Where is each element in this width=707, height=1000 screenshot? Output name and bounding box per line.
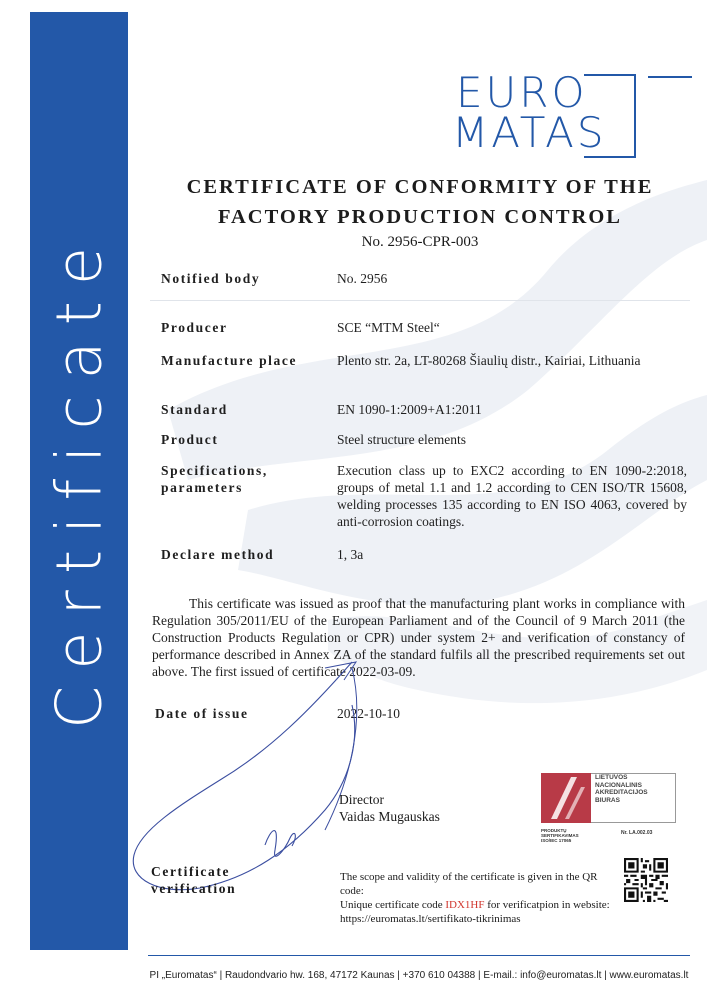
certificate-number: No. 2956-CPR-003: [361, 234, 479, 250]
verification-label-line-2: verification: [151, 881, 237, 896]
signatory-role: Director: [339, 792, 384, 807]
accreditation-text-line-3: AKREDITACIJOS: [595, 789, 648, 796]
certificate-title: [150, 172, 690, 232]
verification-line-2-prefix: Unique certificate code: [340, 899, 446, 911]
accreditation-text-line-2: NACIONALINIS: [595, 781, 642, 789]
producer-label: Producer: [161, 320, 228, 335]
accreditation-sub-line-2: ISO/IEC 17065: [541, 838, 572, 843]
product-label: Product: [161, 432, 219, 447]
declare-method-value: 1, 3a: [337, 547, 364, 562]
logo-text-euro: EURO: [456, 68, 588, 117]
logo-dash: [648, 76, 692, 78]
verification-line-2-suffix: for verificatpion in website:: [484, 899, 610, 911]
product-value: Steel structure elements: [337, 432, 466, 447]
standard-value: EN 1090-1:2009+A1:2011: [337, 402, 482, 417]
accreditation-text-line-1: LIETUVOS: [595, 774, 628, 781]
accreditation-text: [595, 774, 648, 804]
verification-label-line-1: Certificate: [151, 864, 231, 879]
footer-divider: [148, 955, 690, 956]
accreditation-text-line-4: BIURAS: [595, 796, 620, 804]
manufacture-place-label: Manufacture place: [161, 353, 298, 368]
producer-value: SCE “MTM Steel“: [337, 320, 440, 335]
title-line-1: CERTIFICATE OF CONFORMITY OF THE: [186, 176, 654, 198]
verification-url[interactable]: https://euromatas.lt/sertifikato-tikrinimas: [340, 913, 521, 925]
notified-body-value: No. 2956: [337, 271, 388, 286]
compliance-statement: This certificate was issued as proof that the manufacturing plant works in compliance with Regulation 305/2011/EU of the European Parliament and of the Council of 9 March 2011 (the Construction Products Regulation or CPR) under system 2+ and verification of constancy of performance described in Annex ZA of the standard fulfils all the prescribed requirements set out above. The first issued of certificate 2022-03-09.: [152, 596, 685, 679]
manufacture-place-value: Plento str. 2a, LT-80268 Šiaulių distr., Kairiai, Lithuania: [337, 353, 641, 368]
notified-body-label: Notified body: [161, 271, 261, 286]
signatory: [339, 791, 440, 825]
accreditation-number: Nr. LA.002.03: [621, 830, 653, 836]
certificate-verification-label: [151, 863, 236, 897]
specifications-value: Execution class up to EXC2 according to EN 1090-2:2018, groups of metal 1.1 and 1.2 according to CEN ISO/TR 15608, welding processes 135 according to EN ISO 4063, covered by anti-corrosion coatings.: [337, 463, 687, 529]
date-of-issue-value: 2022-10-10: [337, 706, 400, 721]
specifications-label: [161, 462, 268, 496]
verification-text: [340, 870, 620, 926]
accreditation-sub-line-1: PRODUKTŲ SERTIFIKAVIMAS: [541, 828, 579, 838]
title-line-2: FACTORY PRODUCTION CONTROL: [218, 206, 622, 228]
logo-text-matas: MATAS: [452, 108, 607, 157]
accreditation-subtitle: [541, 828, 601, 843]
qr-code[interactable]: [624, 858, 668, 902]
accreditation-emblem-icon: [541, 773, 591, 823]
unique-certificate-code: IDX1HF: [445, 899, 485, 911]
signatory-name: Vaidas Mugauskas: [339, 809, 440, 824]
specifications-label-line-2: parameters: [161, 480, 243, 495]
verification-line-2: [340, 898, 620, 912]
footer-contact: PI „Euromatas“ | Raudondvario hw. 168, 47172 Kaunas | +370 610 04388 | E-mail.: info@euromatas.lt | www.euromatas.lt: [149, 970, 689, 981]
sidebar-certificate-text: Certificate: [42, 230, 116, 730]
verification-line-1: The scope and validity of the certificate is given in the QR code:: [340, 871, 598, 897]
standard-label: Standard: [161, 402, 228, 417]
declare-method-label: Declare method: [161, 547, 275, 562]
euromatas-logo: [452, 70, 692, 160]
specifications-label-line-1: Specifications,: [161, 463, 268, 478]
accreditation-mark: [541, 773, 691, 843]
divider: [150, 300, 690, 301]
accreditation-logo: [541, 773, 591, 823]
date-of-issue-label: Date of issue: [155, 706, 249, 721]
